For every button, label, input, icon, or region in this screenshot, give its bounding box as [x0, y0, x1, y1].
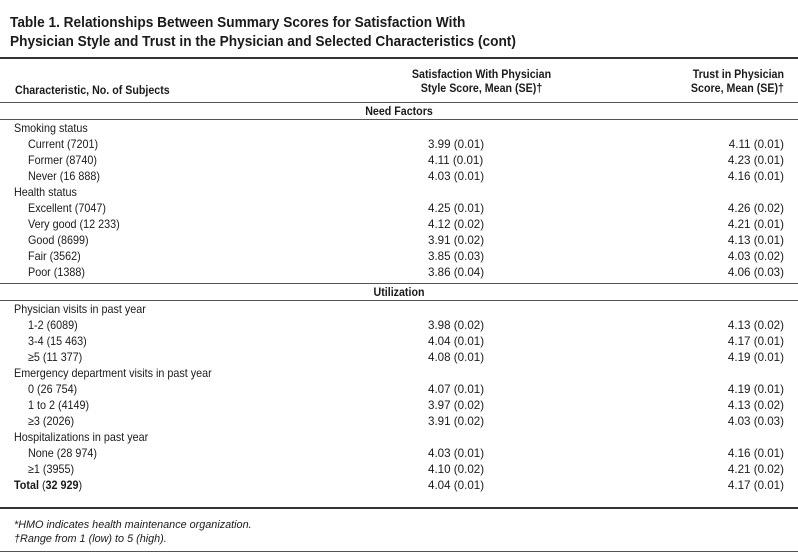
trust-value: 4.17 (0.01): [727, 335, 784, 348]
row-label: Poor (1388): [28, 266, 85, 279]
trust-value: 4.13 (0.01): [727, 234, 784, 247]
group-label-smoking-status: [0, 122, 798, 138]
satisfaction-value: 3.85 (0.03): [428, 250, 485, 263]
table-row: [0, 218, 798, 234]
row-label: Health status: [14, 186, 77, 199]
table-row: [0, 335, 798, 351]
satisfaction-value: 3.91 (0.02): [428, 415, 485, 428]
satisfaction-value: 3.98 (0.02): [428, 319, 485, 332]
trust-value: 4.19 (0.01): [727, 383, 784, 396]
utilization-rule: [0, 300, 798, 301]
trust-value: 4.23 (0.01): [727, 154, 784, 167]
column-header-satisfaction-line-1: Satisfaction With Physician: [411, 68, 552, 81]
row-label: Hospitalizations in past year: [14, 431, 149, 444]
section-header-utilization: Utilization: [373, 286, 425, 299]
row-label: Current (7201): [28, 138, 99, 151]
row-label: Fair (3562): [28, 250, 81, 263]
row-label: Physician visits in past year: [14, 303, 146, 316]
trust-value: 4.03 (0.03): [727, 415, 784, 428]
table-row: [0, 463, 798, 479]
row-label: ≥3 (2026): [28, 415, 75, 428]
trust-value: 4.16 (0.01): [727, 170, 784, 183]
satisfaction-value: 4.03 (0.01): [428, 170, 485, 183]
row-label: 1-2 (6089): [28, 319, 78, 332]
trust-value: 4.13 (0.02): [727, 319, 784, 332]
table-row: [0, 383, 798, 399]
row-label: 1 to 2 (4149): [28, 399, 90, 412]
table-row: [0, 319, 798, 335]
table-title-line-1: Table 1. Relationships Between Summary Scores for Satisfaction With: [10, 14, 466, 31]
trust-value: 4.17 (0.01): [727, 479, 784, 492]
trust-value: 4.13 (0.02): [727, 399, 784, 412]
column-header-satisfaction: [351, 68, 611, 96]
total-word: Total: [14, 479, 39, 492]
group-label-hospitalizations: [0, 431, 798, 447]
satisfaction-value: 4.10 (0.02): [428, 463, 485, 476]
column-header-characteristic: Characteristic, No. of Subjects: [15, 84, 170, 97]
table-row: [0, 250, 798, 266]
total-row: [0, 479, 798, 495]
table-row: [0, 351, 798, 367]
row-label: Emergency department visits in past year: [14, 367, 212, 380]
table-row: [0, 415, 798, 431]
trust-value: 4.11 (0.01): [728, 138, 784, 151]
column-header-trust-line-2: Score, Mean (SE)†: [690, 82, 784, 95]
row-label: ≥1 (3955): [28, 463, 75, 476]
trust-value: 4.19 (0.01): [727, 351, 784, 364]
table-row: [0, 170, 798, 186]
satisfaction-value: 4.25 (0.01): [428, 202, 485, 215]
trust-value: 4.06 (0.03): [727, 266, 784, 279]
trust-value: 4.21 (0.02): [727, 463, 784, 476]
table-row: [0, 234, 798, 250]
footnote-range: †Range from 1 (low) to 5 (high).: [14, 533, 167, 545]
header-rule: [0, 102, 798, 103]
table-row: [0, 154, 798, 170]
row-label: Very good (12 233): [28, 218, 120, 231]
satisfaction-value: 3.91 (0.02): [428, 234, 485, 247]
satisfaction-value: 4.04 (0.01): [428, 479, 485, 492]
satisfaction-value: 4.08 (0.01): [428, 351, 485, 364]
satisfaction-value: 3.99 (0.01): [428, 138, 485, 151]
row-label: Excellent (7047): [28, 202, 106, 215]
satisfaction-value: 3.97 (0.02): [428, 399, 485, 412]
satisfaction-value: 3.86 (0.04): [428, 266, 485, 279]
satisfaction-value: 4.12 (0.02): [428, 218, 485, 231]
table-title-line-2: Physician Style and Trust in the Physician and Selected Characteristics (cont): [10, 33, 516, 50]
satisfaction-value: 4.03 (0.01): [428, 447, 485, 460]
satisfaction-value: 4.04 (0.01): [428, 335, 485, 348]
column-header-trust: [628, 68, 784, 96]
total-count: 32 929: [45, 479, 79, 492]
satisfaction-value: 4.07 (0.01): [428, 383, 485, 396]
trust-value: 4.16 (0.01): [727, 447, 784, 460]
row-label: Smoking status: [14, 122, 88, 135]
total-label: Total (32 929): [14, 479, 83, 492]
row-label: 0 (26 754): [28, 383, 78, 396]
top-rule: [0, 57, 798, 59]
table-title: [10, 13, 712, 51]
trust-value: 4.26 (0.02): [727, 202, 784, 215]
footer-rule: [0, 551, 798, 552]
trust-value: 4.03 (0.02): [727, 250, 784, 263]
footnote-hmo: *HMO indicates health maintenance organization.: [14, 519, 252, 531]
table-row: [0, 447, 798, 463]
group-label-ed-visits: [0, 367, 798, 383]
utilization-top-rule: [0, 283, 798, 284]
satisfaction-value: 4.11 (0.01): [428, 154, 484, 167]
row-label: Former (8740): [28, 154, 97, 167]
table-row: [0, 399, 798, 415]
column-header-trust-line-1: Trust in Physician: [692, 68, 784, 81]
need-factors-rule: [0, 119, 798, 120]
row-label: None (28 974): [28, 447, 97, 460]
row-label: Never (16 888): [28, 170, 100, 183]
table-row: [0, 138, 798, 154]
row-label: ≥5 (11 377): [28, 351, 83, 364]
row-label: Good (8699): [28, 234, 89, 247]
bottom-rule: [0, 507, 798, 509]
section-header-need-factors: Need Factors: [365, 105, 433, 118]
column-header-satisfaction-line-2: Style Score, Mean (SE)†: [420, 82, 543, 95]
table-row: [0, 266, 798, 282]
group-label-physician-visits: [0, 303, 798, 319]
table-row: [0, 202, 798, 218]
group-label-health-status: [0, 186, 798, 202]
trust-value: 4.21 (0.01): [727, 218, 784, 231]
row-label: 3-4 (15 463): [28, 335, 87, 348]
